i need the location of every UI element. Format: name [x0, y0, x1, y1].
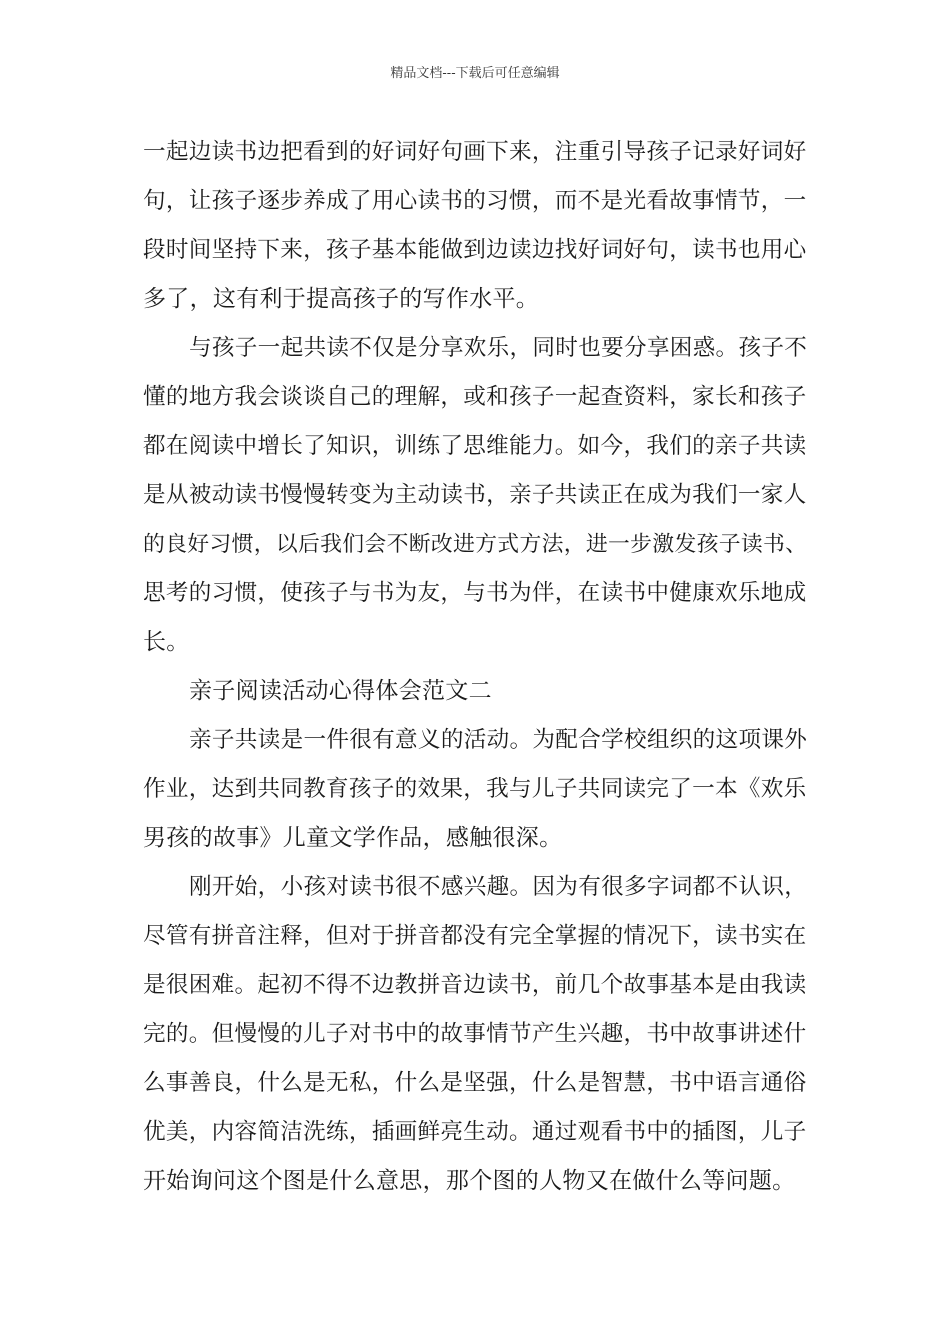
text-line: 的良好习惯，以后我们会不断改进方式方法，进一步激发孩子读书、	[143, 532, 808, 557]
text-line: 与孩子一起共读不仅是分享欢乐，同时也要分享困惑。孩子不	[189, 335, 808, 361]
text-line: 刚开始，小孩对读书很不感兴趣。因为有很多字词都不认识，	[189, 874, 808, 900]
text-line: 男孩的故事》儿童文学作品，感触很深。	[143, 825, 563, 851]
text-line: 完的。但慢慢的儿子对书中的故事情节产生兴趣，书中故事讲述什	[143, 1021, 807, 1047]
text-line: 多了，这有利于提高孩子的写作水平。	[143, 286, 540, 312]
text-line: 句，让孩子逐步养成了用心读书的习惯，而不是光看故事情节，一	[143, 188, 807, 214]
page-header: 精品文档---下载后可任意编辑	[390, 66, 560, 81]
text-line: 思考的习惯，使孩子与书为友，与书为伴，在读书中健康欢乐地成	[143, 580, 807, 606]
text-line: 么事善良，什么是无私，什么是坚强，什么是智慧，书中语言通俗	[143, 1070, 807, 1096]
body-text	[143, 128, 807, 1206]
text-line: 都在阅读中增长了知识，训练了思维能力。如今，我们的亲子共读	[143, 433, 807, 459]
text-line: 懂的地方我会谈谈自己的理解，或和孩子一起查资料，家长和孩子	[143, 384, 807, 410]
text-line: 尽管有拼音注释，但对于拼音都没有完全掌握的情况下，读书实在	[143, 923, 807, 949]
text-line: 开始询问这个图是什么意思，那个图的人物又在做什么等问题。	[143, 1168, 796, 1194]
text-line: 亲子共读是一件很有意义的活动。为配合学校组织的这项课外	[189, 727, 808, 753]
text-line: 是很困难。起初不得不边教拼音边读书，前几个故事基本是由我读	[143, 972, 807, 998]
text-line: 作业，达到共同教育孩子的效果，我与儿子共同读完了一本《欢乐	[143, 776, 807, 802]
text-line: 一起边读书边把看到的好词好句画下来，注重引导孩子记录好词好	[143, 139, 807, 165]
text-line: 是从被动读书慢慢转变为主动读书，亲子共读正在成为我们一家人	[143, 482, 807, 508]
text-line: 优美，内容简洁洗练，插画鲜亮生动。通过观看书中的插图，儿子	[143, 1119, 807, 1145]
text-line: 亲子阅读活动心得体会范文二	[189, 678, 492, 704]
text-line: 长。	[143, 629, 190, 655]
text-line: 段时间坚持下来，孩子基本能做到边读边找好词好句，读书也用心	[143, 237, 807, 263]
